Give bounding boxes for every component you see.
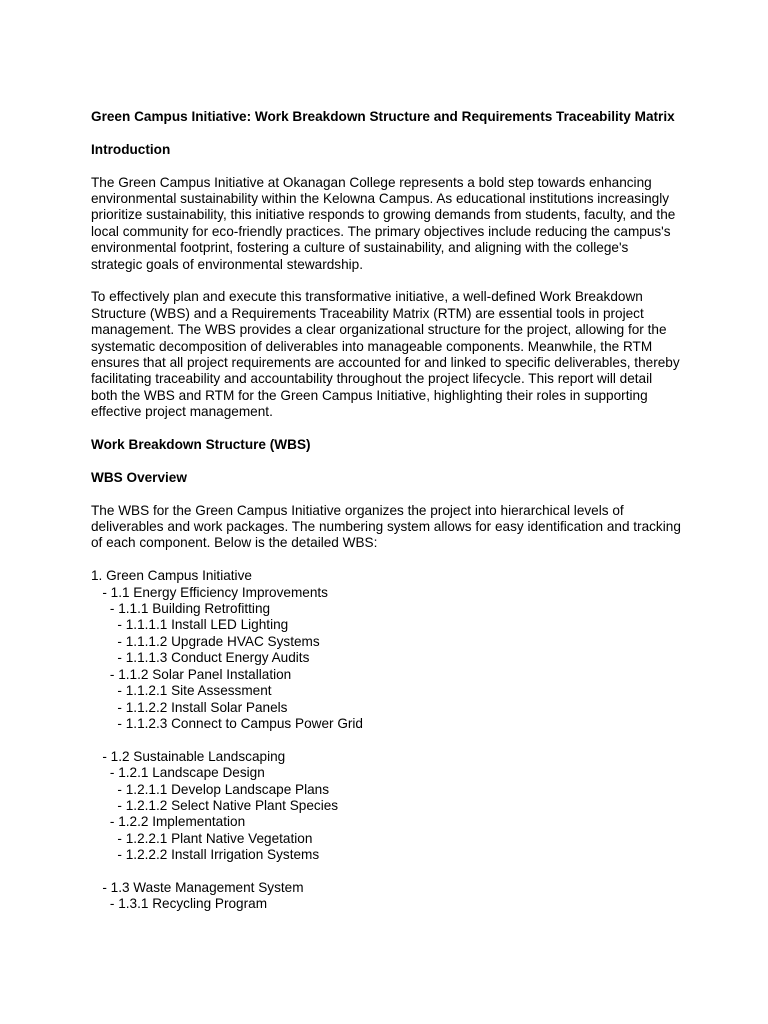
spacer [91, 273, 681, 289]
wbs-item: - 1.1.1.1 Install LED Lighting [91, 617, 289, 633]
wbs-item: - 1.1.1 Building Retrofitting [91, 601, 271, 617]
wbs-item: - 1.2 Sustainable Landscaping [91, 748, 286, 764]
spacer [91, 486, 681, 502]
wbs-item: - 1.1.1.2 Upgrade HVAC Systems [91, 633, 320, 649]
wbs-item: - 1.3.1 Recycling Program [91, 896, 268, 912]
spacer [91, 421, 681, 437]
spacer [91, 552, 681, 568]
wbs-blank-line [91, 864, 681, 880]
wbs-item: - 1.1.2.3 Connect to Campus Power Grid [91, 715, 363, 731]
wbs-list [91, 568, 681, 913]
wbs-heading: Work Breakdown Structure (WBS) [91, 437, 311, 453]
document-title: Green Campus Initiative: Work Breakdown Structure and Requirements Traceability Matrix [91, 109, 675, 124]
wbs-item: - 1.1.2.1 Site Assessment [91, 683, 272, 699]
wbs-blank-line [91, 732, 681, 748]
wbs-item: - 1.1.1.3 Conduct Energy Audits [91, 650, 310, 666]
wbs-overview-heading: WBS Overview [91, 469, 187, 485]
wbs-item: 1. Green Campus Initiative [91, 568, 252, 584]
wbs-item: - 1.3 Waste Management System [91, 879, 304, 895]
wbs-item: - 1.2.2.2 Install Irrigation Systems [91, 847, 320, 863]
wbs-item: - 1.2.1 Landscape Design [91, 765, 265, 781]
wbs-item: - 1.1.2.2 Install Solar Panels [91, 699, 288, 715]
wbs-item: - 1.2.1.1 Develop Landscape Plans [91, 781, 330, 797]
intro-paragraph: To effectively plan and execute this transformative initiative, a well-defined Work Breakdown Structure (WBS) and a Requirements Traceability Matrix (RTM) are essential tools in project management. The WBS provides a clear organizational structure for the project, allowing for the systematic decomposition of deliverables into manageable components. Meanwhile, the RTM ensures that all project requirements are accounted for and linked to specific deliverables, thereby facilitating traceability and accountability throughout the project lifecycle. This report will detail both the WBS and RTM for the Green Campus Initiative, highlighting their roles in supporting effective project management. [91, 289, 680, 420]
intro-heading: Introduction [91, 141, 171, 157]
spacer [91, 453, 681, 469]
spacer [91, 125, 681, 141]
wbs-item: - 1.1 Energy Efficiency Improvements [91, 584, 328, 600]
intro-paragraph: The Green Campus Initiative at Okanagan College represents a bold step towards enhancing environmental sustainability within the Kelowna Campus. As educational institutions increasingly prioritize sustainability, this initiative responds to growing demands from students, faculty, and the local community for eco-friendly practices. The primary objectives include reducing the campus's environmental footprint, fostering a culture of sustainability, and aligning with the college's strategic goals of environmental stewardship. [91, 174, 676, 272]
wbs-item: - 1.1.2 Solar Panel Installation [91, 666, 292, 682]
wbs-item: - 1.2.2 Implementation [91, 814, 246, 830]
wbs-overview-paragraph: The WBS for the Green Campus Initiative organizes the project into hierarchical levels of deliverables and work packages. The numbering system allows for easy identification and tracking of each component. Below is the detailed WBS: [91, 502, 681, 551]
wbs-item: - 1.2.1.2 Select Native Plant Species [91, 797, 339, 813]
spacer [91, 158, 681, 174]
wbs-item: - 1.2.2.1 Plant Native Vegetation [91, 830, 313, 846]
document-page [91, 109, 681, 913]
